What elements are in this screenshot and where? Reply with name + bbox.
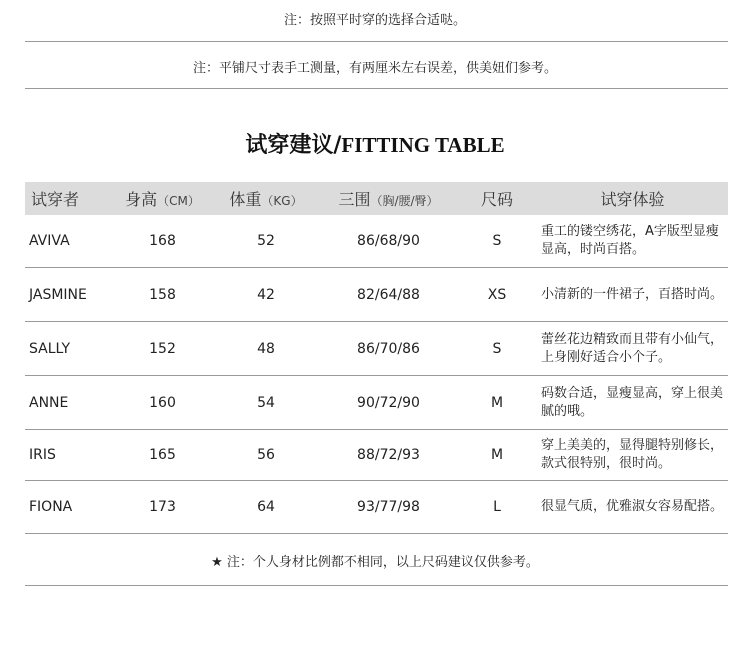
tester-measurements: 93/77/98 <box>320 481 457 534</box>
table-row <box>25 322 728 376</box>
tester-height: 158 <box>113 268 212 322</box>
tester-size: XS <box>457 268 537 322</box>
top-divider <box>25 41 728 42</box>
table-row <box>25 430 728 481</box>
tester-weight: 42 <box>212 268 320 322</box>
header-tester: 试穿者 <box>25 182 113 215</box>
tester-size: S <box>457 215 537 268</box>
tester-comment: 小清新的一件裙子，百搭时尚。 <box>537 268 728 322</box>
tester-size: S <box>457 322 537 376</box>
tester-measurements: 86/70/86 <box>320 322 457 376</box>
fitting-table <box>25 182 728 534</box>
tester-height: 165 <box>113 430 212 481</box>
tester-name: AVIVA <box>25 215 113 268</box>
tester-name: SALLY <box>25 322 113 376</box>
tester-name: FIONA <box>25 481 113 534</box>
tester-comment: 穿上美美的，显得腿特别修长，款式很特别，很时尚。 <box>537 430 728 481</box>
header-experience: 试穿体验 <box>537 182 728 215</box>
tester-name: ANNE <box>25 376 113 430</box>
tester-size: L <box>457 481 537 534</box>
tester-measurements: 90/72/90 <box>320 376 457 430</box>
title-english: FITTING TABLE <box>341 133 505 157</box>
table-row <box>25 215 728 268</box>
header-size: 尺码 <box>457 182 537 215</box>
tester-weight: 64 <box>212 481 320 534</box>
table-row <box>25 376 728 430</box>
top-note: 注：按照平时穿的选择合适哒。 <box>283 13 466 28</box>
table-header-row <box>25 182 728 215</box>
tester-name: IRIS <box>25 430 113 481</box>
table-row <box>25 481 728 534</box>
tester-measurements: 86/68/90 <box>320 215 457 268</box>
tester-comment: 蕾丝花边精致而且带有小仙气，上身刚好适合小个子。 <box>537 322 728 376</box>
tester-comment: 重工的镂空绣花，A字版型显瘦显高，时尚百搭。 <box>537 215 728 268</box>
measurement-divider <box>25 88 728 89</box>
title-chinese: 试穿建议/ <box>245 133 342 158</box>
tester-height: 152 <box>113 322 212 376</box>
header-measurements: 三围（胸/腰/臀） <box>320 182 457 215</box>
footer-divider <box>25 585 728 586</box>
tester-weight: 52 <box>212 215 320 268</box>
tester-weight: 56 <box>212 430 320 481</box>
footer-note: ★ 注：个人身材比例都不相同，以上尺码建议仅供参考。 <box>211 555 539 570</box>
tester-size: M <box>457 430 537 481</box>
tester-height: 168 <box>113 215 212 268</box>
header-weight: 体重（KG） <box>212 182 320 215</box>
tester-height: 160 <box>113 376 212 430</box>
tester-comment: 码数合适，显瘦显高，穿上很美腻的哦。 <box>537 376 728 430</box>
table-row <box>25 268 728 322</box>
tester-size: M <box>457 376 537 430</box>
measurement-note: 注：平铺尺寸表手工测量，有两厘米左右误差，供美妞们参考。 <box>192 61 557 76</box>
page-title <box>0 128 750 159</box>
header-height: 身高（CM） <box>113 182 212 215</box>
tester-measurements: 82/64/88 <box>320 268 457 322</box>
tester-height: 173 <box>113 481 212 534</box>
tester-weight: 54 <box>212 376 320 430</box>
tester-measurements: 88/72/93 <box>320 430 457 481</box>
tester-name: JASMINE <box>25 268 113 322</box>
tester-weight: 48 <box>212 322 320 376</box>
tester-comment: 很显气质，优雅淑女容易配搭。 <box>537 481 728 534</box>
